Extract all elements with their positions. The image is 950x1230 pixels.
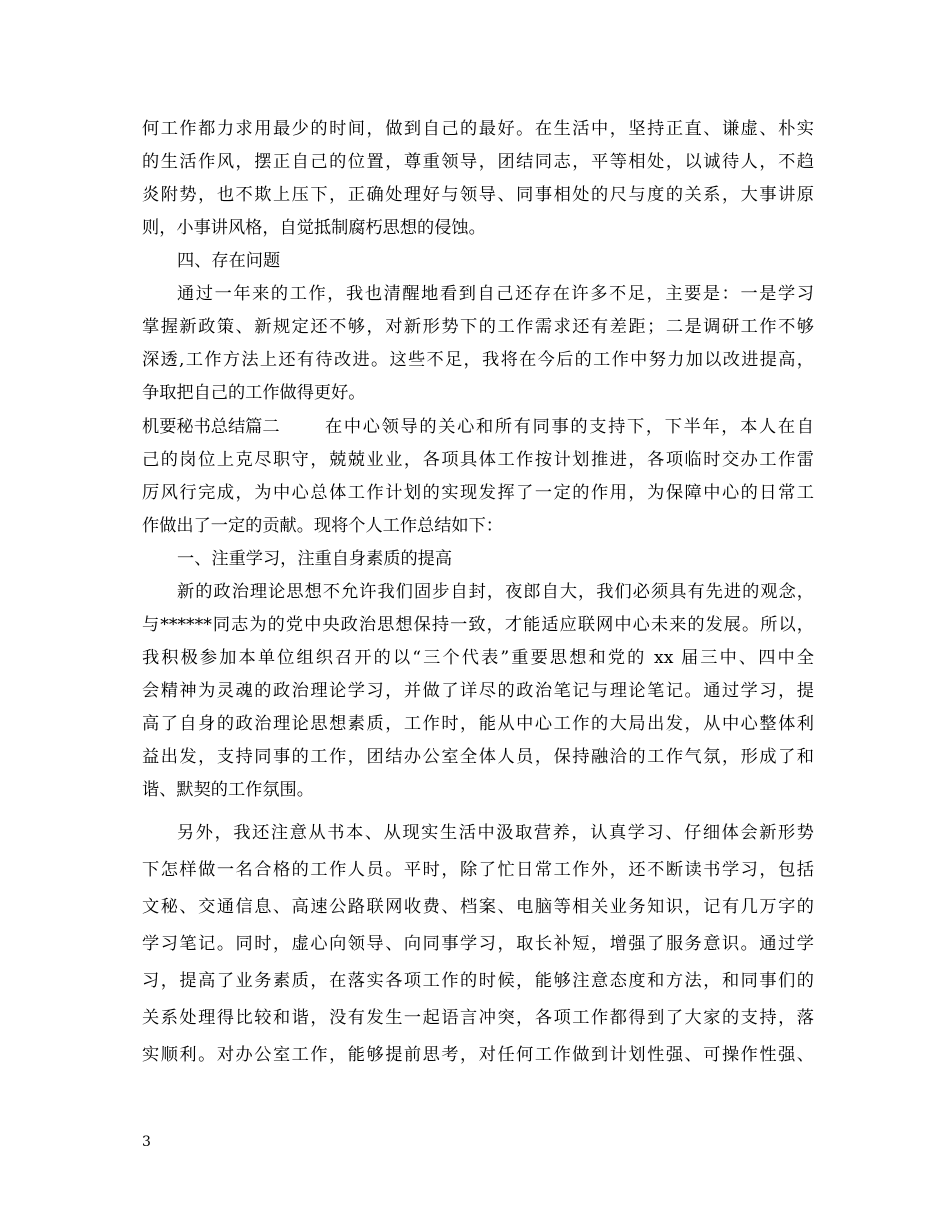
body-text-line: 的生活作风，摆正自己的位置，尊重领导，团结同志，平等相处，以诚待人，不趋 bbox=[142, 152, 814, 172]
body-text-line: 会精神为灵魂的政治理论学习，并做了详尽的政治笔记与理论笔记。通过学习，提 bbox=[142, 681, 814, 701]
body-text-line: 新的政治理论思想不允许我们固步自封，夜郎自大，我们必须具有先进的观念， bbox=[177, 582, 814, 602]
body-text-line: 下怎样做一名合格的工作人员。平时，除了忙日常工作外，还不断读书学习，包括 bbox=[142, 860, 814, 880]
body-text-line: 实顺利。对办公室工作，能够提前思考，对任何工作做到计划性强、可操作性强、 bbox=[142, 1045, 814, 1065]
body-text-line: 则，小事讲风格，自觉抵制腐朽思想的侵蚀。 bbox=[142, 218, 486, 238]
body-text-line: 习，提高了业务素质，在落实各项工作的时候，能够注意态度和方法，和同事们的 bbox=[142, 971, 814, 991]
body-text-line: 何工作都力求用最少的时间，做到自己的最好。在生活中，坚持正直、谦虚、朴实 bbox=[142, 119, 814, 139]
body-text-line: 己的岗位上克尽职守，兢兢业业，各项具体工作按计划推进，各项临时交办工作雷 bbox=[142, 450, 814, 470]
article-title-line bbox=[142, 416, 814, 438]
body-text-line: 炎附势，也不欺上压下，正确处理好与领导、同事相处的尺与度的关系，大事讲原 bbox=[142, 185, 814, 205]
body-text-line: 高了自身的政治理论思想素质，工作时，能从中心工作的大局出发，从中心整体利 bbox=[142, 714, 814, 734]
body-text-line: 争取把自己的工作做得更好。 bbox=[142, 383, 366, 403]
body-text-line: 益出发，支持同事的工作，团结办公室全体人员，保持融洽的工作气氛，形成了和 bbox=[142, 747, 814, 767]
page-number: 3 bbox=[142, 1134, 151, 1150]
body-text-line: 文秘、交通信息、高速公路联网收费、档案、电脑等相关业务知识，记有几万字的 bbox=[142, 897, 814, 917]
article-title: 机要秘书总结篇二 bbox=[142, 417, 280, 437]
body-text-line: 学习笔记。同时，虚心向领导、向同事学习，取长补短，增强了服务意识。通过学 bbox=[142, 934, 814, 954]
body-text-line: 深透,工作方法上还有待改进。这些不足，我将在今后的工作中努力加以改进提高， bbox=[142, 350, 814, 370]
body-text-line: 与******同志为的党中央政治思想保持一致，才能适应联网中心未来的发展。所以， bbox=[142, 615, 814, 635]
body-text-line: 作做出了一定的贡献。现将个人工作总结如下： bbox=[142, 516, 503, 536]
body-text-segment: 在中心领导的关心和所有同事的支持下，下半年，本人在自 bbox=[325, 417, 814, 437]
body-text-line: 谐、默契的工作氛围。 bbox=[142, 780, 314, 800]
body-text-line: 厉风行完成，为中心总体工作计划的实现发挥了一定的作用，为保障中心的日常工 bbox=[142, 483, 814, 503]
body-text-line: 另外，我还注意从书本、从现实生活中汲取营养，认真学习、仔细体会新形势 bbox=[177, 823, 814, 843]
body-text-line: 通过一年来的工作，我也清醒地看到自己还存在许多不足，主要是：一是学习 bbox=[177, 284, 814, 304]
body-text-line: 我积极参加本单位组织召开的以“三个代表”重要思想和党的 xx 届三中、四中全 bbox=[142, 648, 814, 668]
body-text-line: 关系处理得比较和谐，没有发生一起语言冲突，各项工作都得到了大家的支持，落 bbox=[142, 1008, 814, 1028]
section-heading: 一、注重学习，注重自身素质的提高 bbox=[177, 549, 453, 569]
section-heading: 四、存在问题 bbox=[177, 251, 281, 271]
body-text-line: 掌握新政策、新规定还不够，对新形势下的工作需求还有差距；二是调研工作不够 bbox=[142, 317, 814, 337]
